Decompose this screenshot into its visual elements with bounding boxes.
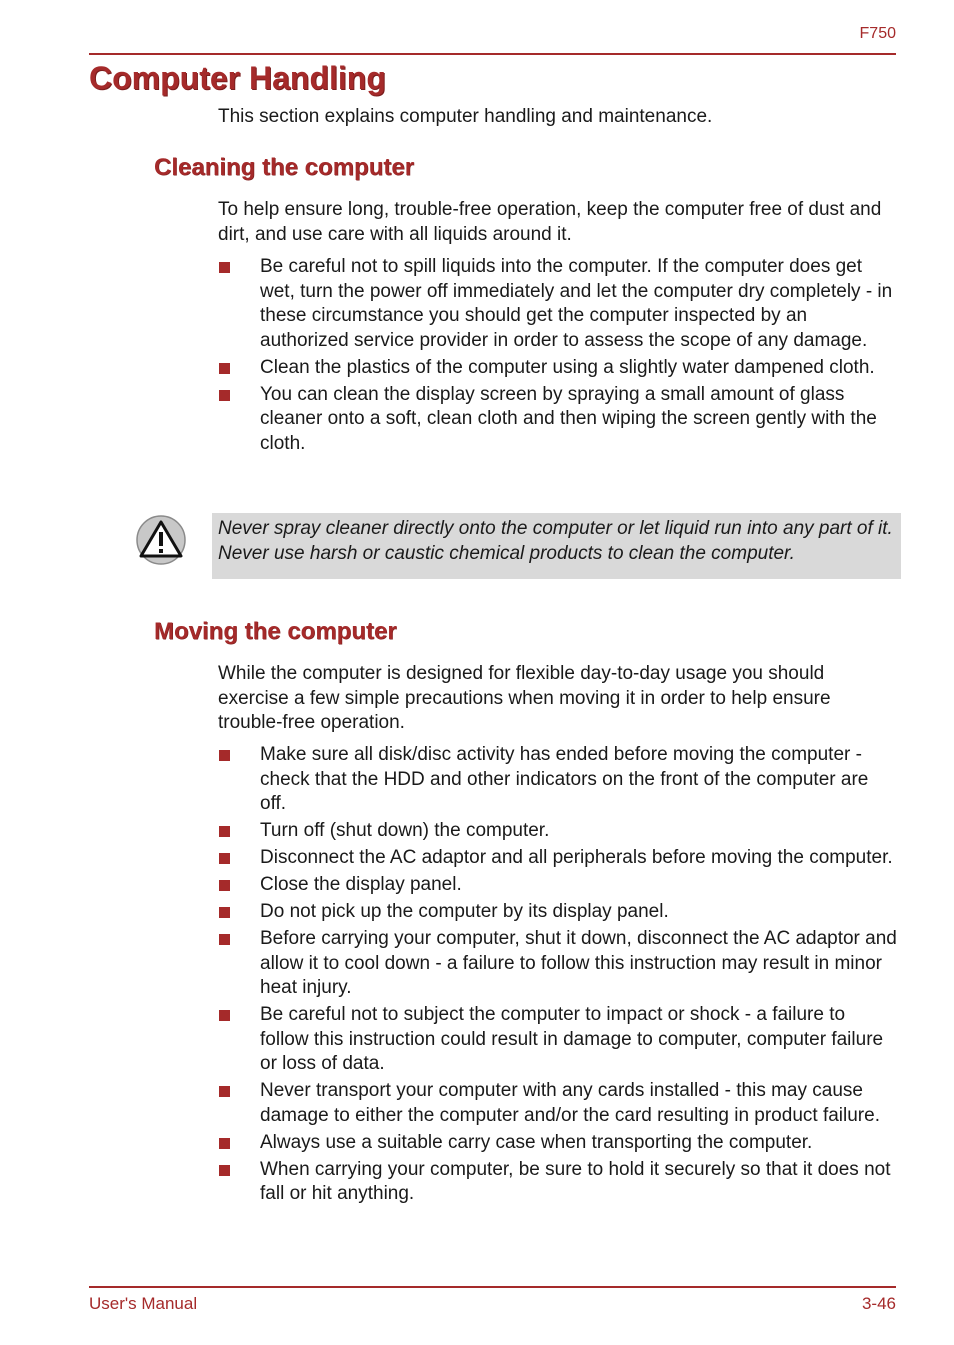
square-bullet-icon (219, 390, 230, 401)
footer-manual-label: User's Manual (89, 1294, 198, 1313)
square-bullet-icon (219, 750, 230, 761)
header-model: F750 (859, 25, 896, 42)
list-item-text: You can clean the display screen by spraying a small amount of glass cleaner onto a soft, clean cloth and then wiping the screen gently with the cloth. (260, 383, 877, 454)
list-item (218, 383, 898, 457)
page-number: 3-46 (861, 1294, 896, 1313)
list-item (218, 819, 898, 844)
list-item (218, 873, 898, 898)
list-item (218, 743, 898, 817)
square-bullet-icon (219, 826, 230, 837)
square-bullet-icon (219, 1010, 230, 1021)
intro-text: This section explains computer handling and maintenance. (218, 106, 713, 127)
list-item-text: Clean the plastics of the computer using a slightly water dampened cloth. (260, 356, 875, 378)
list-item-text: Do not pick up the computer by its display panel. (260, 901, 669, 922)
list-item-text: Be careful not to subject the computer to impact or shock - a failure to follow this instruction could result in damage to computer, computer failure or loss of data. (260, 1004, 884, 1074)
list-item-text: Be careful not to spill liquids into the computer. If the computer does get wet, turn the power off immediately and let the computer dry completely - in these circumstance you should get the computer inspected by an authorized service provider in order to assess the scope of any damage. (260, 256, 893, 351)
moving-paragraph: While the computer is designed for flexible day-to-day usage you should exercise a few simple precautions when moving it in order to help ensure trouble-free operation. (218, 663, 831, 733)
list-item-text: Before carrying your computer, shut it down, disconnect the AC adaptor and allow it to cool down - a failure to follow this instruction may result in minor heat injury. (260, 928, 897, 998)
square-bullet-icon (219, 880, 230, 891)
list-item (218, 927, 898, 1001)
square-bullet-icon (219, 1165, 230, 1176)
footer-rule (89, 1286, 896, 1288)
square-bullet-icon (219, 907, 230, 918)
list-item-text: Turn off (shut down) the computer. (260, 820, 550, 841)
list-item (218, 1158, 898, 1207)
square-bullet-icon (219, 363, 230, 374)
cleaning-bullet-list (218, 255, 898, 459)
header-rule (89, 53, 896, 55)
warning-triangle-icon (135, 514, 187, 566)
square-bullet-icon (219, 1086, 230, 1097)
section-heading-cleaning: Cleaning the computer (154, 154, 415, 181)
list-item (218, 1003, 898, 1077)
list-item-text: Make sure all disk/disc activity has ended before moving the computer - check that the HDD and other indicators on the front of the computer are off. (260, 744, 869, 814)
list-item (218, 846, 898, 871)
caution-text: Never spray cleaner directly onto the computer or let liquid run into any part of it. Never use harsh or caustic chemical products to clean the computer. (218, 518, 893, 564)
caution-box (212, 513, 901, 579)
list-item (218, 255, 898, 353)
section-heading-moving: Moving the computer (154, 618, 397, 645)
list-item-text: Disconnect the AC adaptor and all peripherals before moving the computer. (260, 847, 893, 868)
list-item-text: When carrying your computer, be sure to hold it securely so that it does not fall or hit anything. (260, 1158, 891, 1204)
page-title: Computer Handling (89, 60, 386, 96)
square-bullet-icon (219, 1138, 230, 1149)
list-item (218, 900, 898, 925)
square-bullet-icon (219, 853, 230, 864)
square-bullet-icon (219, 934, 230, 945)
list-item (218, 1079, 898, 1128)
list-item (218, 356, 898, 381)
list-item-text: Close the display panel. (260, 874, 462, 895)
list-item-text: Always use a suitable carry case when transporting the computer. (260, 1131, 813, 1153)
list-item (218, 1131, 898, 1156)
square-bullet-icon (219, 262, 230, 273)
cleaning-paragraph: To help ensure long, trouble-free operation, keep the computer free of dust and dirt, and use care with all liquids around it. (218, 199, 882, 245)
list-item-text: Never transport your computer with any cards installed - this may cause damage to either the computer and/or the card resulting in product failure. (260, 1080, 880, 1126)
moving-bullet-list (218, 743, 898, 1209)
